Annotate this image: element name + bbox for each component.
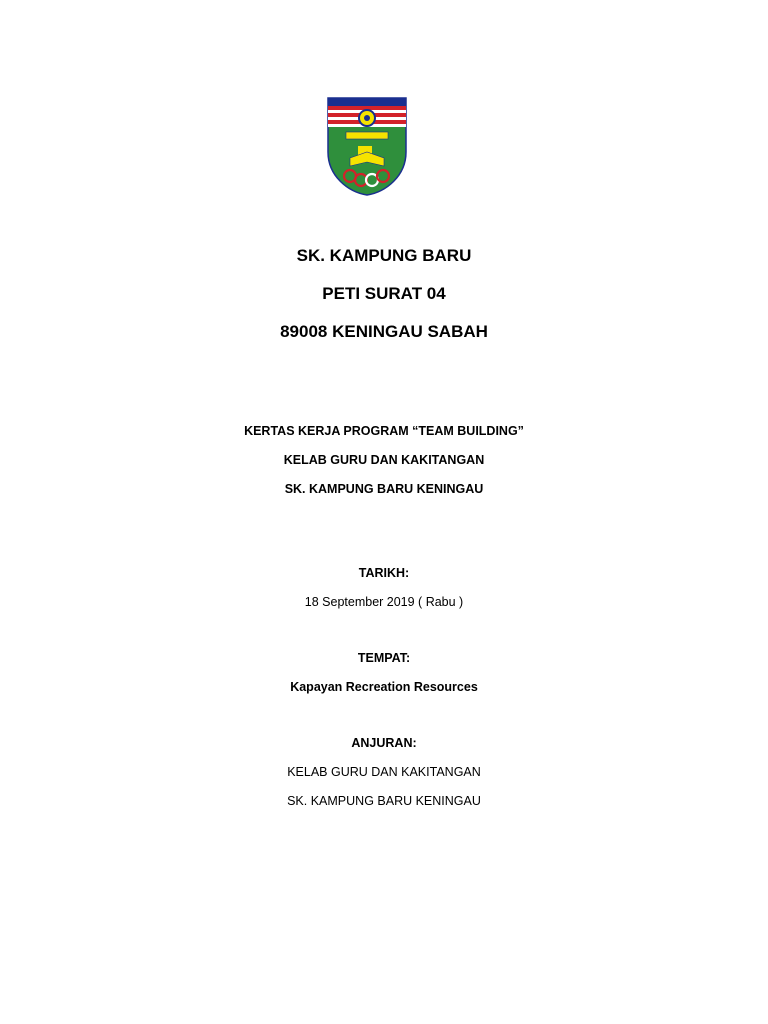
venue-label: TEMPAT:: [357, 651, 411, 665]
school-crest-icon: [326, 96, 408, 196]
postbox: PETI SURAT 04: [322, 284, 446, 303]
venue-value: Kapayan Recreation Resources: [290, 680, 478, 694]
organizer-line2: SK. KAMPUNG BARU KENINGAU: [287, 794, 481, 808]
school-name: SK. KAMPUNG BARU: [296, 246, 472, 265]
organizer-line1: KELAB GURU DAN KAKITANGAN: [287, 765, 481, 779]
proposal-club: KELAB GURU DAN KAKITANGAN: [283, 453, 485, 467]
proposal-title: KERTAS KERJA PROGRAM “TEAM BUILDING”: [244, 424, 524, 438]
organizer-label: ANJURAN:: [351, 736, 417, 750]
date-value: 18 September 2019 ( Rabu ): [304, 595, 464, 609]
date-label: TARIKH:: [358, 566, 410, 580]
postcode-city: 89008 KENINGAU SABAH: [280, 322, 488, 341]
proposal-school: SK. KAMPUNG BARU KENINGAU: [284, 482, 484, 496]
